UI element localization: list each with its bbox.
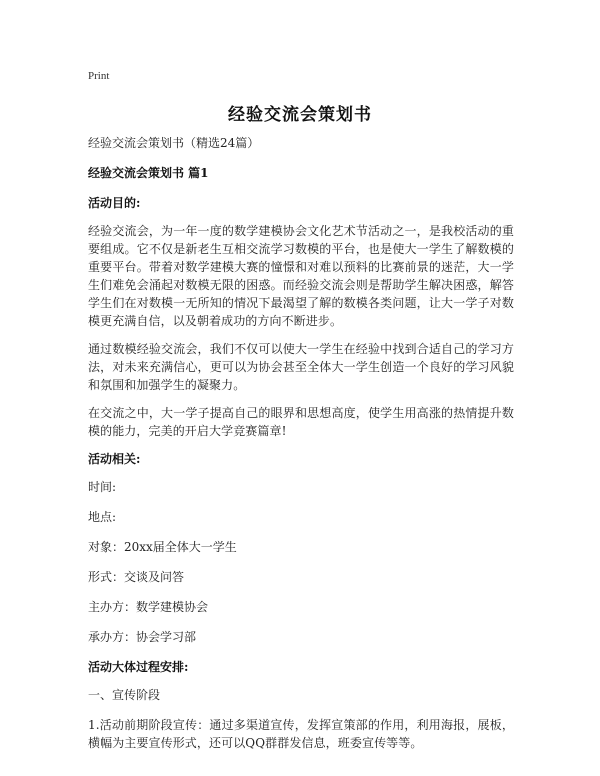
stage-title: 一、宣传阶段: [88, 688, 161, 702]
purpose-paragraph: 在交流之中，大一学子提高自己的眼界和思想高度，使学生用高涨的热情提升数模的能力，完美的开启大学竞赛篇章!: [88, 406, 514, 438]
document-body: [88, 134, 514, 762]
related-item-audience: 对象：20xx届全体大一学生: [88, 540, 237, 554]
stage-text: 1.活动前期阶段宣传：通过多渠道宣传，发挥宣策部的作用，利用海报，展板，横幅为主要宣传形式，还可以QQ群群发信息，班委宣传等等。: [88, 718, 514, 750]
related-item-organizer: 承办方：协会学习部: [88, 630, 197, 644]
purpose-paragraph: 通过数模经验交流会，我们不仅可以使大一学生在经验中找到合适自己的学习方法，对未来充满信心，更可以为协会甚至全体大一学生创造一个良好的学习风貌和氛围和加强学生的凝聚力。: [88, 342, 514, 392]
related-heading: 活动相关:: [88, 452, 141, 466]
print-link[interactable]: Print: [88, 70, 110, 82]
related-item-location: 地点:: [88, 510, 117, 524]
related-item-host: 主办方：数学建模协会: [88, 600, 209, 614]
related-item-time: 时间:: [88, 480, 117, 494]
process-heading: 活动大体过程安排:: [88, 660, 189, 674]
section-title: 经验交流会策划书 篇1: [88, 166, 209, 180]
related-item-format: 形式：交谈及问答: [88, 570, 185, 584]
purpose-paragraph: 经验交流会，为一年一度的数学建模协会文化艺术节活动之一，是我校活动的重要组成。它不仅是新老生互相交流学习数模的平台，也是使大一学生了解数模的重要平台。带着对数学建模大赛的憧憬和对难以预料的比赛前景的迷茫，大一学生们难免会涌起对数模无限的困惑。而经验交流会则是帮助学生解决困惑，解答学生们在对数模一无所知的情况下最渴望了解的数模各类问题，让大一学子对数模更充满自信，以及朝着成功的方向不断进步。: [88, 224, 514, 328]
page-title: 经验交流会策划书: [228, 105, 372, 125]
document-subtitle: 经验交流会策划书（精选24篇）: [88, 136, 260, 150]
purpose-heading: 活动目的:: [88, 196, 141, 210]
